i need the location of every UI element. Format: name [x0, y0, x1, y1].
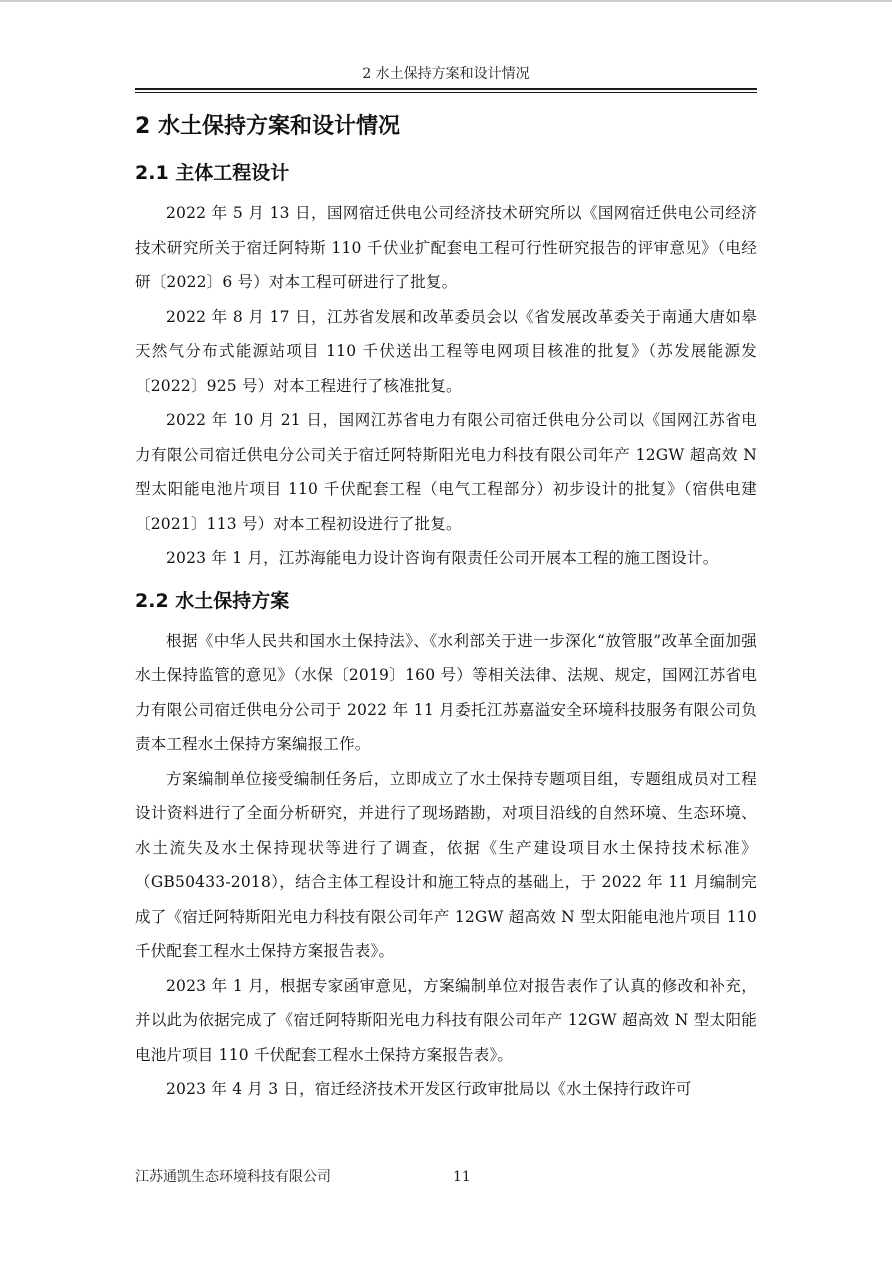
paragraph: 2022 年 8 月 17 日，江苏省发展和改革委员会以《省发展改革委关于南通大唐如皋天然气分布式能源站项目 110 千伏送出工程等电网项目核准的批复》（苏发展能源发〔2022〕925 号）对本工程进行了核准批复。 — [135, 307, 757, 395]
paragraph: 根据《中华人民共和国水土保持法》、《水利部关于进一步深化“放管服”改革全面加强水土保持监管的意见》（水保〔2019〕160 号）等相关法律、法规、规定，国网江苏省电力有限公司宿迁供电分公司于 2022 年 11 月委托江苏嘉溢安全环境科技服务有限公司负责本工程水土保持方案编报工作。 — [135, 631, 757, 753]
scan-top-edge — [0, 0, 892, 2]
header-rule-thick — [135, 88, 757, 90]
header-rule-thin — [135, 92, 757, 93]
paragraph: 2022 年 5 月 13 日，国网宿迁供电公司经济技术研究所以《国网宿迁供电公司经济技术研究所关于宿迁阿特斯 110 千伏业扩配套电工程可行性研究报告的评审意见》（电经研〔2022〕6 号）对本工程可研进行了批复。 — [135, 204, 757, 291]
paragraph: 2023 年 4 月 3 日，宿迁经济技术开发区行政审批局以《水土保持行政许可 — [166, 1080, 692, 1098]
section-title-2-2: 2.2 水土保持方案 — [135, 589, 290, 612]
paragraph: 2023 年 1 月，江苏海能电力设计咨询有限责任公司开展本工程的施工图设计。 — [166, 549, 719, 567]
footer-company: 江苏通凯生态环境科技有限公司 — [135, 1169, 331, 1185]
body-content — [135, 104, 757, 1107]
page-number: 11 — [453, 1169, 471, 1185]
paragraph: 2023 年 1 月，根据专家函审意见，方案编制单位对报告表作了认真的修改和补充，并以此为依据完成了《宿迁阿特斯阳光电力科技有限公司年产 12GW 超高效 N 型太阳能电池片项目 110 千伏配套工程水土保持方案报告表》。 — [135, 976, 757, 1064]
running-header: 2 水土保持方案和设计情况 — [362, 66, 530, 82]
paragraph: 方案编制单位接受编制任务后，立即成立了水土保持专题项目组，专题组成员对工程设计资料进行了全面分析研究，并进行了现场踏勘，对项目沿线的自然环境、生态环境、水土流失及水土保持现状等进行了调查，依据《生产建设项目水土保持技术标准》（GB50433-2018），结合主体工程设计和施工特点的基础上，于 2022 年 11 月编制完成了《宿迁阿特斯阳光电力科技有限公司年产 12GW 超高效 N 型太阳能电池片项目 110 千伏配套工程水土保持方案报告表》。 — [135, 769, 757, 960]
chapter-title: 2 水土保持方案和设计情况 — [135, 114, 400, 139]
paragraph: 2022 年 10 月 21 日，国网江苏省电力有限公司宿迁供电分公司以《国网江苏省电力有限公司宿迁供电分公司关于宿迁阿特斯阳光电力科技有限公司年产 12GW 超高效 N 型太阳能电池片项目 110 千伏配套工程（电气工程部分）初步设计的批复》（宿供电建〔2021〕113 号）对本工程初设进行了批复。 — [135, 411, 757, 533]
section-title-2-1: 2.1 主体工程设计 — [135, 162, 290, 184]
